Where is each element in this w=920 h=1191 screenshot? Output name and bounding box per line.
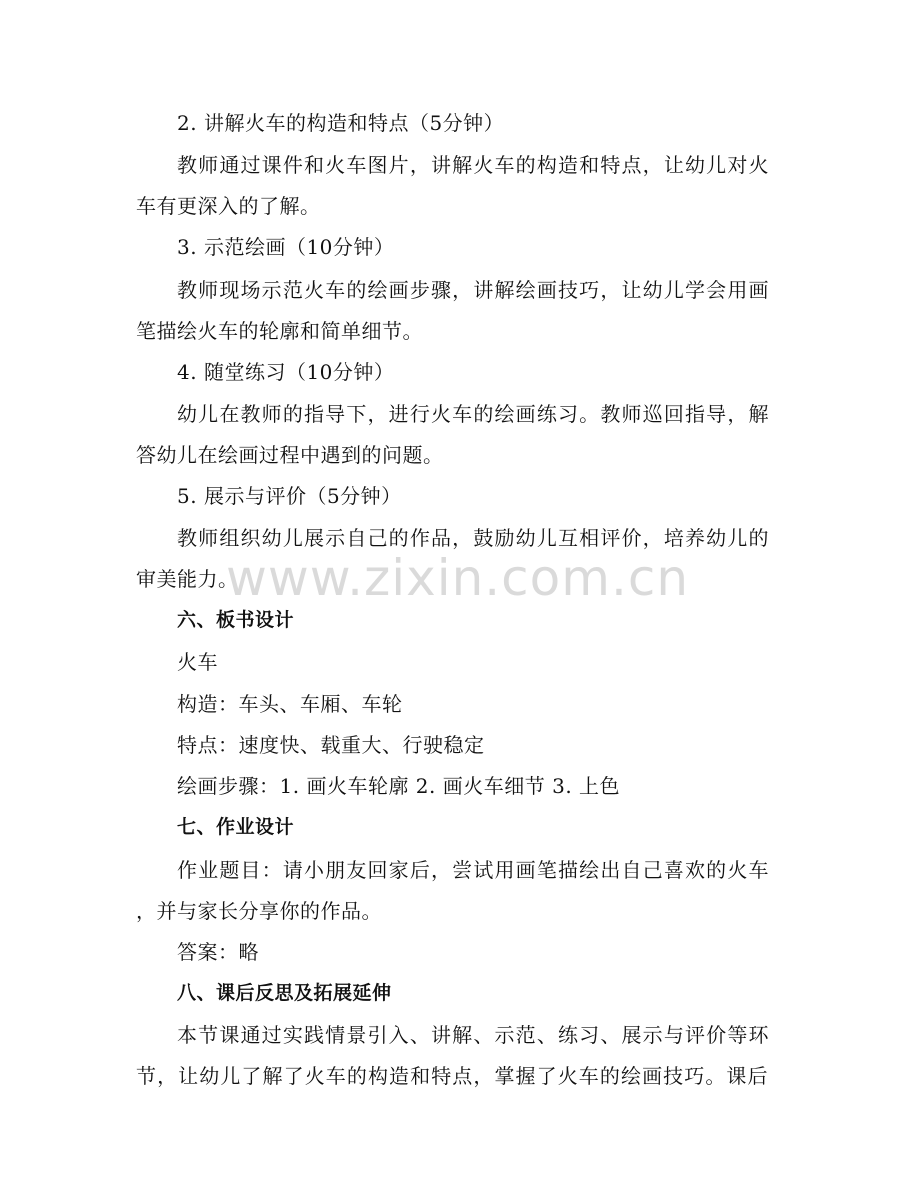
reflection-line-1: 本节课通过实践情景引入、讲解、示范、练习、展示与评价等环 [177,1023,769,1047]
section-6-heading: 六、板书设计 [177,609,295,631]
item-5-title: 5. 展示与评价（5分钟） [177,484,402,508]
board-structure: 构造：车头、车厢、车轮 [177,692,403,716]
item-3-body-line-2: 笔描绘火车的轮廓和简单细节。 [136,319,423,343]
item-2-title: 2. 讲解火车的构造和特点（5分钟） [177,111,505,135]
item-3-title: 3. 示范绘画（10分钟） [177,235,395,259]
item-3-body-line-1: 教师现场示范火车的绘画步骤，讲解绘画技巧，让幼儿学会用画 [177,278,769,302]
section-7-heading: 七、作业设计 [177,816,295,838]
item-4-body-line-2: 答幼儿在绘画过程中遇到的问题。 [136,443,444,467]
item-4-title: 4. 随堂练习（10分钟） [177,360,395,384]
item-2-body-line-1: 教师通过课件和火车图片，讲解火车的构造和特点，让幼儿对火 [177,153,769,177]
item-4-body-line-1: 幼儿在教师的指导下，进行火车的绘画练习。教师巡回指导，解 [177,402,769,426]
board-steps: 绘画步骤：1. 画火车轮廓 2. 画火车细节 3. 上色 [177,774,621,798]
board-title: 火车 [177,650,218,674]
section-8-heading: 八、课后反思及拓展延伸 [177,982,392,1004]
homework-line-1: 作业题目：请小朋友回家后，尝试用画笔描绘出自己喜欢的火车 [177,858,769,882]
homework-line-2: ，并与家长分享你的作品。 [136,899,382,923]
item-2-body-line-2: 车有更深入的了解。 [136,194,321,218]
item-5-body-line-1: 教师组织幼儿展示自己的作品，鼓励幼儿互相评价，培养幼儿的 [177,526,769,550]
item-5-body-line-2: 审美能力。 [136,567,239,591]
watermark-text: www.zixin.com.cn [226,549,690,607]
answer-line: 答案：略 [177,940,259,964]
reflection-line-2: 节，让幼儿了解了火车的构造和特点，掌握了火车的绘画技巧。课后 [136,1064,768,1088]
board-features: 特点：速度快、载重大、行驶稳定 [177,733,485,757]
